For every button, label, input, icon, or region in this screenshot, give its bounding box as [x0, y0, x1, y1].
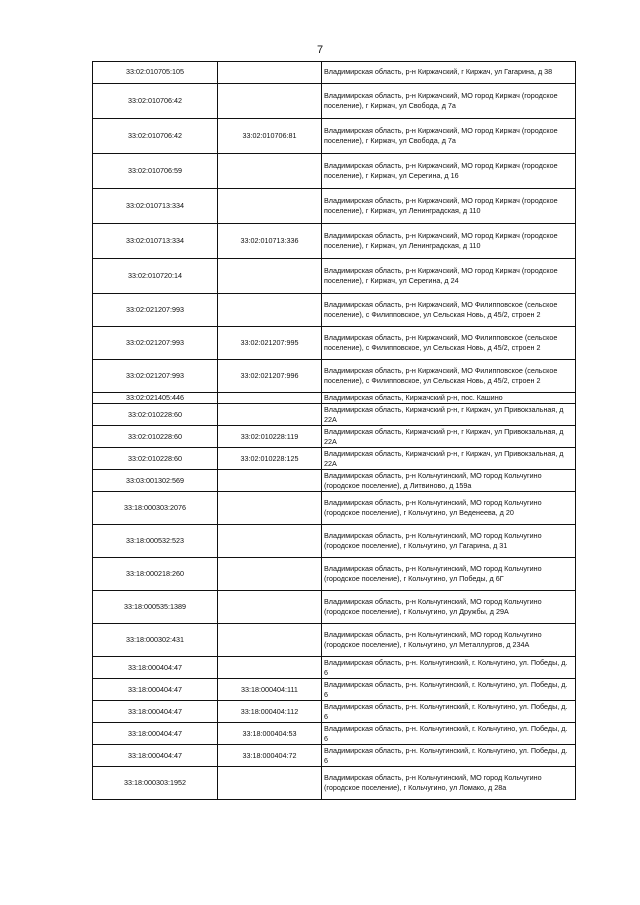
sub-object-number-cell: 33:02:021207:996	[218, 360, 322, 393]
table-row	[93, 470, 576, 492]
table-row	[93, 723, 576, 745]
land-plots-table	[92, 61, 576, 800]
address-cell: Владимирская область, р-н Киржачский, МО Филипповское (сельское поселение), с Филипповское, ул Сельская Новь, д 45/2, строен 2	[322, 294, 576, 327]
address-cell: Владимирская область, Киржачский р-н, г Киржач, ул Привокзальная, д 22А	[322, 426, 576, 448]
address-cell: Владимирская область, р-н Киржачский, МО город Киржач (городское поселение), г Киржач, ул Ленинградская, д 110	[322, 189, 576, 224]
address-cell: Владимирская область, р-н. Кольчугинский, г. Кольчугино, ул. Победы, д. 6	[322, 723, 576, 745]
table-row	[93, 657, 576, 679]
address-cell: Владимирская область, Киржачский р-н, г Киржач, ул Привокзальная, д 22А	[322, 448, 576, 470]
address-cell: Владимирская область, р-н Киржачский, МО город Киржач (городское поселение), г Киржач, ул Серегина, д 16	[322, 154, 576, 189]
sub-object-number-cell	[218, 492, 322, 525]
table-row	[93, 404, 576, 426]
table-row	[93, 525, 576, 558]
cadastral-number-cell: 33:18:000303:1952	[93, 767, 218, 800]
address-cell: Владимирская область, р-н Кольчугинский, МО город Кольчугино (городское поселение), г Кольчугино, ул Металлургов, д 234А	[322, 624, 576, 657]
table-row	[93, 259, 576, 294]
cadastral-number-cell: 33:02:010706:42	[93, 119, 218, 154]
table-row	[93, 591, 576, 624]
address-cell: Владимирская область, р-н Киржачский, МО город Киржач (городское поселение), г Киржач, ул Ленинградская, д 110	[322, 224, 576, 259]
sub-object-number-cell	[218, 62, 322, 84]
address-cell: Владимирская область, р-н. Кольчугинский, г. Кольчугино, ул. Победы, д. 6	[322, 745, 576, 767]
address-cell: Владимирская область, р-н. Кольчугинский, г. Кольчугино, ул. Победы, д. 6	[322, 679, 576, 701]
cadastral-number-cell: 33:02:021207:993	[93, 327, 218, 360]
sub-object-number-cell	[218, 259, 322, 294]
address-cell: Владимирская область, р-н Кольчугинский, МО город Кольчугино (городское поселение), г Кольчугино, ул Гагарина, д 31	[322, 525, 576, 558]
address-cell: Владимирская область, р-н Киржачский, МО Филипповское (сельское поселение), с Филипповское, ул Сельская Новь, д 45/2, строен 2	[322, 360, 576, 393]
sub-object-number-cell	[218, 84, 322, 119]
cadastral-number-cell: 33:18:000218:260	[93, 558, 218, 591]
sub-object-number-cell	[218, 294, 322, 327]
table-row	[93, 119, 576, 154]
table-row	[93, 84, 576, 119]
address-cell: Владимирская область, р-н Кольчугинский, МО город Кольчугино (городское поселение), д Литвиново, д 159а	[322, 470, 576, 492]
sub-object-number-cell: 33:02:010706:81	[218, 119, 322, 154]
table-row	[93, 224, 576, 259]
cadastral-number-cell: 33:02:010713:334	[93, 224, 218, 259]
address-cell: Владимирская область, р-н Киржачский, г Киржач, ул Гагарина, д 38	[322, 62, 576, 84]
cadastral-number-cell: 33:18:000535:1389	[93, 591, 218, 624]
sub-object-number-cell	[218, 657, 322, 679]
address-cell: Владимирская область, р-н Киржачский, МО город Киржач (городское поселение), г Киржач, ул Серегина, д 24	[322, 259, 576, 294]
table-row	[93, 62, 576, 84]
table-row	[93, 189, 576, 224]
sub-object-number-cell	[218, 525, 322, 558]
table-row	[93, 558, 576, 591]
cadastral-number-cell: 33:02:021207:993	[93, 360, 218, 393]
table-row	[93, 624, 576, 657]
sub-object-number-cell	[218, 189, 322, 224]
address-cell: Владимирская область, Киржачский р-н, пос. Кашино	[322, 393, 576, 404]
table-row	[93, 360, 576, 393]
cadastral-number-cell: 33:18:000532:523	[93, 525, 218, 558]
address-cell: Владимирская область, р-н Кольчугинский, МО город Кольчугино (городское поселение), г Кольчугино, ул Победы, д 6Г	[322, 558, 576, 591]
sub-object-number-cell: 33:02:010713:336	[218, 224, 322, 259]
sub-object-number-cell	[218, 767, 322, 800]
sub-object-number-cell: 33:02:010228:119	[218, 426, 322, 448]
table-row	[93, 492, 576, 525]
table-row	[93, 327, 576, 360]
table-row	[93, 745, 576, 767]
table-body	[93, 62, 576, 800]
sub-object-number-cell: 33:18:000404:72	[218, 745, 322, 767]
cadastral-number-cell: 33:18:000404:47	[93, 657, 218, 679]
address-cell: Владимирская область, р-н. Кольчугинский, г. Кольчугино, ул. Победы, д. 6	[322, 657, 576, 679]
sub-object-number-cell	[218, 591, 322, 624]
sub-object-number-cell: 33:18:000404:112	[218, 701, 322, 723]
cadastral-number-cell: 33:02:010713:334	[93, 189, 218, 224]
address-cell: Владимирская область, р-н Кольчугинский, МО город Кольчугино (городское поселение), г Кольчугино, ул Веденеева, д 20	[322, 492, 576, 525]
table-row	[93, 701, 576, 723]
address-cell: Владимирская область, р-н Кольчугинский, МО город Кольчугино (городское поселение), г Кольчугино, ул Дружбы, д 29А	[322, 591, 576, 624]
address-cell: Владимирская область, р-н Киржачский, МО Филипповское (сельское поселение), с Филипповское, ул Сельская Новь, д 45/2, строен 2	[322, 327, 576, 360]
cadastral-number-cell: 33:18:000404:47	[93, 679, 218, 701]
cadastral-number-cell: 33:18:000404:47	[93, 745, 218, 767]
sub-object-number-cell: 33:02:010228:125	[218, 448, 322, 470]
cadastral-number-cell: 33:02:010720:14	[93, 259, 218, 294]
table-row	[93, 767, 576, 800]
table-row	[93, 448, 576, 470]
sub-object-number-cell	[218, 154, 322, 189]
cadastral-number-cell: 33:02:010706:59	[93, 154, 218, 189]
sub-object-number-cell	[218, 404, 322, 426]
sub-object-number-cell	[218, 470, 322, 492]
cadastral-number-cell: 33:18:000303:2076	[93, 492, 218, 525]
address-cell: Владимирская область, Киржачский р-н, г Киржач, ул Привокзальная, д 22А	[322, 404, 576, 426]
sub-object-number-cell: 33:18:000404:111	[218, 679, 322, 701]
cadastral-number-cell: 33:02:010705:105	[93, 62, 218, 84]
table-row	[93, 154, 576, 189]
cadastral-number-cell: 33:02:021207:993	[93, 294, 218, 327]
address-cell: Владимирская область, р-н Киржачский, МО город Киржач (городское поселение), г Киржач, ул Свобода, д 7а	[322, 119, 576, 154]
sub-object-number-cell: 33:18:000404:53	[218, 723, 322, 745]
table-row	[93, 679, 576, 701]
sub-object-number-cell	[218, 558, 322, 591]
table-row	[93, 426, 576, 448]
cadastral-number-cell: 33:18:000302:431	[93, 624, 218, 657]
cadastral-number-cell: 33:18:000404:47	[93, 701, 218, 723]
table-row	[93, 393, 576, 404]
address-cell: Владимирская область, р-н. Кольчугинский, г. Кольчугино, ул. Победы, д. 6	[322, 701, 576, 723]
page-number: 7	[316, 44, 324, 56]
sub-object-number-cell: 33:02:021207:995	[218, 327, 322, 360]
sub-object-number-cell	[218, 624, 322, 657]
table-row	[93, 294, 576, 327]
cadastral-number-cell: 33:02:021405:446	[93, 393, 218, 404]
cadastral-number-cell: 33:02:010706:42	[93, 84, 218, 119]
cadastral-number-cell: 33:18:000404:47	[93, 723, 218, 745]
address-cell: Владимирская область, р-н Кольчугинский, МО город Кольчугино (городское поселение), г Кольчугино, ул Ломако, д 28а	[322, 767, 576, 800]
cadastral-number-cell: 33:02:010228:60	[93, 404, 218, 426]
address-cell: Владимирская область, р-н Киржачский, МО город Киржач (городское поселение), г Киржач, ул Свобода, д 7а	[322, 84, 576, 119]
sub-object-number-cell	[218, 393, 322, 404]
cadastral-number-cell: 33:02:010228:60	[93, 448, 218, 470]
cadastral-number-cell: 33:02:010228:60	[93, 426, 218, 448]
cadastral-number-cell: 33:03:001302:569	[93, 470, 218, 492]
